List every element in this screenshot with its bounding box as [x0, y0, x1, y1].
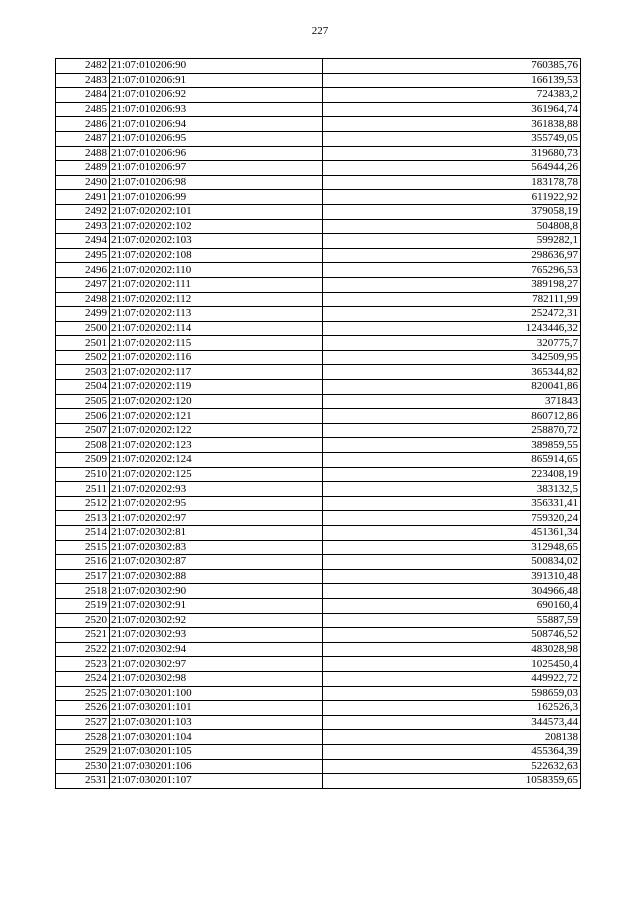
table-row: [56, 584, 581, 599]
page-number: 227: [311, 25, 329, 37]
cadastral-number-cell: 21:07:030201:104: [110, 730, 323, 745]
table-row: [56, 540, 581, 555]
cadastral-number-cell: 21:07:020202:108: [110, 248, 323, 263]
value-cell: 298636,97: [323, 248, 581, 263]
cadastral-number-cell: 21:07:020302:90: [110, 584, 323, 599]
value-cell: 449922,72: [323, 671, 581, 686]
cadastral-number-cell: 21:07:020202:113: [110, 307, 323, 322]
cadastral-number-cell: 21:07:010206:93: [110, 102, 323, 117]
value-cell: 759320,24: [323, 511, 581, 526]
row-number-cell: 2483: [56, 73, 110, 88]
value-cell: 258870,72: [323, 423, 581, 438]
cadastral-number-cell: 21:07:020202:97: [110, 511, 323, 526]
row-number-cell: 2505: [56, 394, 110, 409]
cadastral-number-cell: 21:07:030201:105: [110, 744, 323, 759]
cadastral-number-cell: 21:07:020302:98: [110, 671, 323, 686]
table-row: [56, 701, 581, 716]
cadastral-number-cell: 21:07:030201:101: [110, 701, 323, 716]
row-number-cell: 2486: [56, 117, 110, 132]
value-cell: 690160,4: [323, 598, 581, 613]
row-number-cell: 2510: [56, 467, 110, 482]
table-row: [56, 59, 581, 74]
row-number-cell: 2499: [56, 307, 110, 322]
table-row: [56, 131, 581, 146]
row-number-cell: 2517: [56, 569, 110, 584]
table-row: [56, 467, 581, 482]
row-number-cell: 2507: [56, 423, 110, 438]
row-number-cell: 2502: [56, 350, 110, 365]
value-cell: 361838,88: [323, 117, 581, 132]
value-cell: 356331,41: [323, 496, 581, 511]
cadastral-number-cell: 21:07:020202:111: [110, 277, 323, 292]
table-row: [56, 234, 581, 249]
value-cell: 611922,92: [323, 190, 581, 205]
table-row: [56, 380, 581, 395]
table-row: [56, 307, 581, 322]
table-row: [56, 263, 581, 278]
row-number-cell: 2493: [56, 219, 110, 234]
value-cell: 162526,3: [323, 701, 581, 716]
value-cell: 208138: [323, 730, 581, 745]
table-row: [56, 88, 581, 103]
table-row: [56, 73, 581, 88]
table-row: [56, 744, 581, 759]
table-row: [56, 438, 581, 453]
value-cell: 451361,34: [323, 526, 581, 541]
row-number-cell: 2512: [56, 496, 110, 511]
cadastral-number-cell: 21:07:020302:93: [110, 628, 323, 643]
cadastral-number-cell: 21:07:010206:99: [110, 190, 323, 205]
row-number-cell: 2515: [56, 540, 110, 555]
cadastral-number-cell: 21:07:010206:97: [110, 161, 323, 176]
cadastral-number-cell: 21:07:010206:98: [110, 175, 323, 190]
row-number-cell: 2516: [56, 555, 110, 570]
cadastral-number-cell: 21:07:010206:95: [110, 131, 323, 146]
value-cell: 355749,05: [323, 131, 581, 146]
table-row: [56, 423, 581, 438]
row-number-cell: 2523: [56, 657, 110, 672]
table-row: [56, 219, 581, 234]
row-number-cell: 2506: [56, 409, 110, 424]
table-row: [56, 511, 581, 526]
value-cell: 55887,59: [323, 613, 581, 628]
value-cell: 483028,98: [323, 642, 581, 657]
table-body: [56, 59, 581, 789]
cadastral-number-cell: 21:07:020202:121: [110, 409, 323, 424]
cadastral-number-cell: 21:07:020302:81: [110, 526, 323, 541]
cadastral-number-cell: 21:07:020202:115: [110, 336, 323, 351]
table-row: [56, 321, 581, 336]
cadastral-number-cell: 21:07:020202:122: [110, 423, 323, 438]
row-number-cell: 2495: [56, 248, 110, 263]
table-row: [56, 642, 581, 657]
table-row: [56, 759, 581, 774]
table-row: [56, 336, 581, 351]
row-number-cell: 2514: [56, 526, 110, 541]
row-number-cell: 2504: [56, 380, 110, 395]
value-cell: 371843: [323, 394, 581, 409]
value-cell: 508746,52: [323, 628, 581, 643]
table-row: [56, 555, 581, 570]
row-number-cell: 2519: [56, 598, 110, 613]
table-row: [56, 190, 581, 205]
cadastral-number-cell: 21:07:010206:91: [110, 73, 323, 88]
value-cell: 598659,03: [323, 686, 581, 701]
cadastral-number-cell: 21:07:020202:95: [110, 496, 323, 511]
cadastral-number-cell: 21:07:020302:92: [110, 613, 323, 628]
table-row: [56, 146, 581, 161]
cadastral-number-cell: 21:07:020302:91: [110, 598, 323, 613]
row-number-cell: 2531: [56, 774, 110, 789]
row-number-cell: 2522: [56, 642, 110, 657]
row-number-cell: 2482: [56, 59, 110, 74]
row-number-cell: 2527: [56, 715, 110, 730]
value-cell: 1058359,65: [323, 774, 581, 789]
row-number-cell: 2521: [56, 628, 110, 643]
cadastral-number-cell: 21:07:020302:94: [110, 642, 323, 657]
table-row: [56, 453, 581, 468]
value-cell: 455364,39: [323, 744, 581, 759]
row-number-cell: 2492: [56, 204, 110, 219]
cadastral-number-cell: 21:07:020202:110: [110, 263, 323, 278]
value-cell: 760385,76: [323, 59, 581, 74]
value-cell: 724383,2: [323, 88, 581, 103]
row-number-cell: 2497: [56, 277, 110, 292]
cadastral-number-cell: 21:07:020202:124: [110, 453, 323, 468]
cadastral-number-cell: 21:07:020302:88: [110, 569, 323, 584]
row-number-cell: 2528: [56, 730, 110, 745]
cadastral-number-cell: 21:07:020202:119: [110, 380, 323, 395]
value-cell: 860712,86: [323, 409, 581, 424]
value-cell: 522632,63: [323, 759, 581, 774]
row-number-cell: 2508: [56, 438, 110, 453]
table-row: [56, 774, 581, 789]
table-row: [56, 161, 581, 176]
row-number-cell: 2526: [56, 701, 110, 716]
table-row: [56, 277, 581, 292]
value-cell: 1025450,4: [323, 657, 581, 672]
table-row: [56, 482, 581, 497]
cadastral-number-cell: 21:07:030201:103: [110, 715, 323, 730]
row-number-cell: 2530: [56, 759, 110, 774]
table-row: [56, 117, 581, 132]
value-cell: 361964,74: [323, 102, 581, 117]
table-row: [56, 657, 581, 672]
row-number-cell: 2503: [56, 365, 110, 380]
cadastral-number-cell: 21:07:020202:125: [110, 467, 323, 482]
row-number-cell: 2494: [56, 234, 110, 249]
cadastral-number-cell: 21:07:020202:114: [110, 321, 323, 336]
row-number-cell: 2491: [56, 190, 110, 205]
cadastral-number-cell: 21:07:020302:83: [110, 540, 323, 555]
table-row: [56, 365, 581, 380]
value-cell: 865914,65: [323, 453, 581, 468]
value-cell: 319680,73: [323, 146, 581, 161]
value-cell: 342509,95: [323, 350, 581, 365]
value-cell: 383132,5: [323, 482, 581, 497]
table-row: [56, 613, 581, 628]
table-row: [56, 730, 581, 745]
value-cell: 344573,44: [323, 715, 581, 730]
table-row: [56, 409, 581, 424]
row-number-cell: 2485: [56, 102, 110, 117]
row-number-cell: 2525: [56, 686, 110, 701]
row-number-cell: 2488: [56, 146, 110, 161]
cadastral-number-cell: 21:07:020202:117: [110, 365, 323, 380]
cadastral-number-cell: 21:07:020202:116: [110, 350, 323, 365]
table-row: [56, 204, 581, 219]
row-number-cell: 2524: [56, 671, 110, 686]
cadastral-number-cell: 21:07:020202:112: [110, 292, 323, 307]
table-row: [56, 686, 581, 701]
row-number-cell: 2529: [56, 744, 110, 759]
value-cell: 166139,53: [323, 73, 581, 88]
table-row: [56, 526, 581, 541]
cadastral-number-cell: 21:07:010206:94: [110, 117, 323, 132]
table-row: [56, 496, 581, 511]
value-cell: 500834,02: [323, 555, 581, 570]
value-cell: 183178,78: [323, 175, 581, 190]
table-row: [56, 569, 581, 584]
cadastral-number-cell: 21:07:020202:103: [110, 234, 323, 249]
table-row: [56, 671, 581, 686]
value-cell: 320775,7: [323, 336, 581, 351]
cadastral-number-cell: 21:07:010206:90: [110, 59, 323, 74]
value-cell: 365344,82: [323, 365, 581, 380]
value-cell: 765296,53: [323, 263, 581, 278]
value-cell: 389859,55: [323, 438, 581, 453]
table-row: [56, 102, 581, 117]
value-cell: 312948,65: [323, 540, 581, 555]
row-number-cell: 2509: [56, 453, 110, 468]
row-number-cell: 2511: [56, 482, 110, 497]
row-number-cell: 2487: [56, 131, 110, 146]
row-number-cell: 2496: [56, 263, 110, 278]
table-row: [56, 292, 581, 307]
cadastral-number-cell: 21:07:010206:96: [110, 146, 323, 161]
cadastral-number-cell: 21:07:020202:101: [110, 204, 323, 219]
value-cell: 391310,48: [323, 569, 581, 584]
row-number-cell: 2498: [56, 292, 110, 307]
value-cell: 252472,31: [323, 307, 581, 322]
value-cell: 1243446,32: [323, 321, 581, 336]
cadastral-number-cell: 21:07:020202:120: [110, 394, 323, 409]
value-cell: 599282,1: [323, 234, 581, 249]
value-cell: 564944,26: [323, 161, 581, 176]
table-row: [56, 598, 581, 613]
row-number-cell: 2500: [56, 321, 110, 336]
value-cell: 379058,19: [323, 204, 581, 219]
row-number-cell: 2518: [56, 584, 110, 599]
cadastral-number-cell: 21:07:030201:107: [110, 774, 323, 789]
value-cell: 782111,99: [323, 292, 581, 307]
row-number-cell: 2513: [56, 511, 110, 526]
value-cell: 820041,86: [323, 380, 581, 395]
row-number-cell: 2489: [56, 161, 110, 176]
row-number-cell: 2501: [56, 336, 110, 351]
cadastral-number-cell: 21:07:020302:97: [110, 657, 323, 672]
value-cell: 304966,48: [323, 584, 581, 599]
cadastral-number-cell: 21:07:020202:123: [110, 438, 323, 453]
cadastral-number-cell: 21:07:030201:100: [110, 686, 323, 701]
row-number-cell: 2490: [56, 175, 110, 190]
row-number-cell: 2520: [56, 613, 110, 628]
cadastral-number-cell: 21:07:030201:106: [110, 759, 323, 774]
table-row: [56, 394, 581, 409]
cadastral-value-table: [55, 58, 581, 789]
value-cell: 504808,8: [323, 219, 581, 234]
table-row: [56, 628, 581, 643]
cadastral-number-cell: 21:07:020302:87: [110, 555, 323, 570]
table-row: [56, 248, 581, 263]
cadastral-number-cell: 21:07:020202:102: [110, 219, 323, 234]
table-row: [56, 715, 581, 730]
table-row: [56, 350, 581, 365]
table-row: [56, 175, 581, 190]
value-cell: 223408,19: [323, 467, 581, 482]
cadastral-number-cell: 21:07:010206:92: [110, 88, 323, 103]
value-cell: 389198,27: [323, 277, 581, 292]
cadastral-number-cell: 21:07:020202:93: [110, 482, 323, 497]
row-number-cell: 2484: [56, 88, 110, 103]
